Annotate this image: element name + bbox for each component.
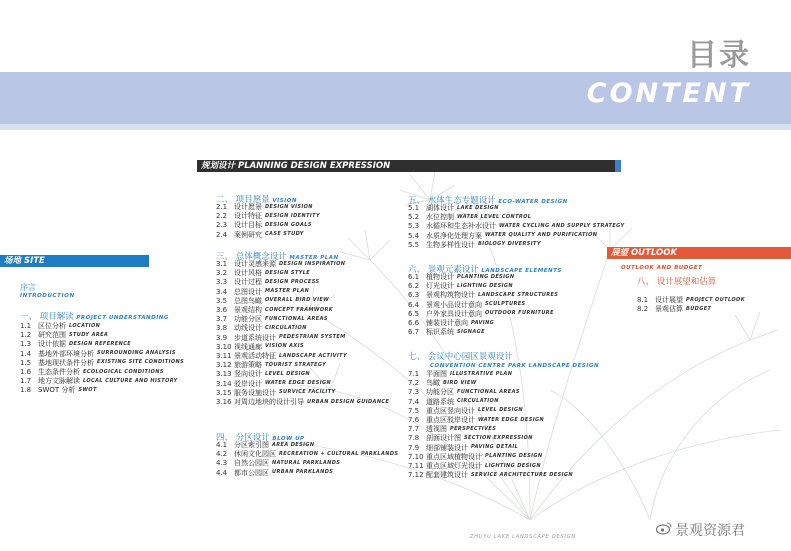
list-item: 6.6 铺装设计意向 PAVING [408, 319, 495, 328]
site-header: 场地 SITE [0, 255, 149, 267]
section-1-title: 一、 项目解读 PROJECT UNDERSTANDING [20, 312, 169, 322]
section-3-list [216, 260, 389, 407]
list-item: 6.5 户外家具设计意向 OUTDOOR FURNITURE [408, 309, 554, 318]
list-item: 5.1 湖体设计 LAKE DESIGN [408, 204, 499, 212]
section-4-title: 四、 分区设计 BLOW UP [216, 433, 305, 443]
section-6-title: 六、 景观元素设计 LANDSCAPE ELEMENTS [408, 265, 562, 275]
list-item: 7.3 功能分区 FUNCTIONAL AREAS [408, 388, 520, 397]
list-item: 2.1 设计愿景 DESIGN VISION [216, 203, 313, 211]
header-band-shadow [0, 124, 791, 130]
list-item: 6.2 灯光设计 LIGHTING DESIGN [408, 282, 513, 291]
list-item: 3.16 对周边地块的设计引导 URBAN DESIGN GUIDANCE [216, 398, 390, 407]
section-1-list [20, 322, 184, 396]
intro-title: 序言 [20, 283, 36, 292]
list-item: 7.2 鸟瞰 BIRD VIEW [408, 379, 477, 388]
list-item: 1.4 基地外部环境分析 SURROUNDING ANALYSIS [20, 349, 176, 358]
weibo-icon [656, 521, 672, 535]
list-item: 2.4 案例研究 CASE STUDY [216, 230, 304, 239]
list-item: 3.8 动线设计 CIRCULATION [216, 324, 307, 333]
list-item: 6.4 景观小品设计意向 SCULPTURES [408, 300, 526, 309]
header-accent [615, 160, 621, 172]
list-item: 7.7 透视图 PERSPECTIVES [408, 425, 497, 434]
list-item: 3.11 景观活动特征 LANDSCAPE ACTIVITY [216, 352, 347, 361]
list-item: 3.3 设计过程 DESIGN PROCESS [216, 278, 320, 287]
list-item: 8.1 设计展望 PROJECT OUTLOOK [637, 296, 745, 304]
list-item: 7.9 细部铺装设计 PAVING DETAIL [408, 443, 519, 452]
list-item: 3.13 竖向设计 LEVEL DESIGN [216, 370, 310, 379]
section-7-list [408, 370, 573, 480]
list-item: 4.4 都市公园区 URBAN PARKLANDS [216, 468, 334, 477]
list-item: 3.2 设计风格 DESIGN STYLE [216, 269, 311, 278]
list-item: 3.12 旅游策略 TOURIST STRATEGY [216, 361, 327, 370]
list-item: 6.7 标识系统 SIGNAGE [408, 328, 485, 337]
section-8-title: 八、 设计展望和估算 [637, 277, 717, 287]
list-item: 1.2 研究范围 STUDY AREA [20, 331, 109, 340]
list-item: 5.4 水质净化处理方案 WATER QUALITY AND PURIFICATION [408, 231, 598, 240]
list-item: 6.1 植物设计 PLANTING DESIGN [408, 273, 515, 281]
watermark-text: 景观资源君 [675, 523, 745, 539]
content-title: CONTENT [586, 78, 751, 109]
list-item: 1.8 SWOT 分析 SWOT [20, 386, 97, 395]
list-item: 4.3 自然公园区 NATURAL PARKLANDS [216, 459, 341, 468]
outlook-subtitle: OUTLOOK AND BUDGET [621, 265, 703, 271]
section-5-list [408, 204, 625, 250]
list-item: 7.12 配套建筑设计 SERVICE ARCHITECTURE DESIGN [408, 471, 573, 480]
list-item: 3.5 总图鸟瞰 OVERALL BIRD VIEW [216, 296, 330, 305]
list-item: 1.3 设计依据 DESIGN REFERENCE [20, 340, 132, 349]
list-item: 1.1 区位分析 LOCATION [20, 322, 101, 330]
list-item: 7.5 重点区竖向设计 LEVEL DESIGN [408, 406, 523, 415]
list-item: 3.10 视线通廊 VISION AXIS [216, 342, 304, 351]
list-item: 7.11 重点区域灯光设计 LIGHTING DESIGN [408, 462, 541, 471]
list-item: 3.14 驳岸设计 WATER EDGE DESIGN [216, 379, 332, 388]
section-5-title: 五、 水体生态专题设计 ECO-WATER DESIGN [408, 196, 568, 206]
list-item: 6.3 景观构筑物设计 LANDSCAPE STRUCTURES [408, 291, 559, 300]
list-item: 3.1 设计灵感来源 DESIGN INSPIRATION [216, 260, 346, 268]
list-item: 3.9 步道系统设计 PEDESTRIAN SYSTEM [216, 333, 346, 342]
intro-subtitle: INTRODUCTION [20, 293, 75, 299]
list-item: 2.2 设计特征 DESIGN IDENTITY [216, 212, 320, 221]
list-item: 4.1 分区索引图 AREA DESIGN [216, 441, 315, 449]
footer-text: ZHUYU LAKE LANDSCAPE DESIGN [470, 534, 576, 540]
list-item: 7.8 剖面设计图 SECTION EXPRESSION [408, 434, 533, 443]
outlook-header: 展望 OUTLOOK [607, 247, 791, 259]
list-item: 1.5 基地现状条件分析 EXISTING SITE CONDITIONS [20, 358, 185, 367]
catalog-title: 目录 [687, 38, 751, 73]
list-item: 5.2 水位控制 WATER LEVEL CONTROL [408, 213, 532, 222]
list-item: 1.7 地方文脉解读 LOCAL CULTURE AND HISTORY [20, 377, 178, 386]
list-item: 5.3 水循环和生态补水设计 WATER CYCLING AND SUPPLY STRATEGY [408, 222, 625, 231]
list-item: 3.7 功能分区 FUNCTIONAL AREAS [216, 315, 328, 324]
section-7-title: 七、 会议中心园区景观设计 CONVENTION CENTRE PARK LANDSCAPE DESIGN [408, 352, 600, 369]
list-item: 2.3 设计目标 DESIGN GOALS [216, 221, 312, 230]
list-item: 7.1 平面图 ILLUSTRATIVE PLAN [408, 370, 513, 378]
list-item: 4.2 休闲文化园区 RECREATION + CULTURAL PARKLANDS [216, 450, 399, 459]
section-3-title: 三、 总体概念设计 MASTER PLAN [216, 252, 339, 262]
section-2-list [216, 203, 320, 240]
planning-design-header: 规划设计 PLANNING DESIGN EXPRESSION [197, 160, 621, 172]
list-item: 5.5 生物多样性设计 BIOLOGY DIVERSITY [408, 240, 541, 249]
list-item: 3.4 总图设计 MASTER PLAN [216, 287, 310, 296]
list-item: 1.6 生态条件分析 ECOLOGICAL CONDITIONS [20, 368, 164, 377]
section-2-title: 二、 项目愿景 VISION [216, 195, 297, 205]
list-item: 7.6 重点区驳岸设计 WATER EDGE DESIGN [408, 416, 545, 425]
list-item: 7.4 道路系统 CIRCULATION [408, 397, 499, 406]
section-6-list [408, 273, 558, 337]
section-8-list [637, 296, 745, 314]
list-item: 3.6 景观结构 CONCEPT FRAMWORK [216, 306, 334, 315]
list-item: 3.15 服务设施设计 SURVICE FACILITY [216, 388, 336, 397]
section-4-list [216, 441, 398, 478]
list-item: 8.2 景观估算 BUDGET [637, 305, 712, 314]
list-item: 7.10 重点区域植物设计 PLANTING DESIGN [408, 452, 543, 461]
